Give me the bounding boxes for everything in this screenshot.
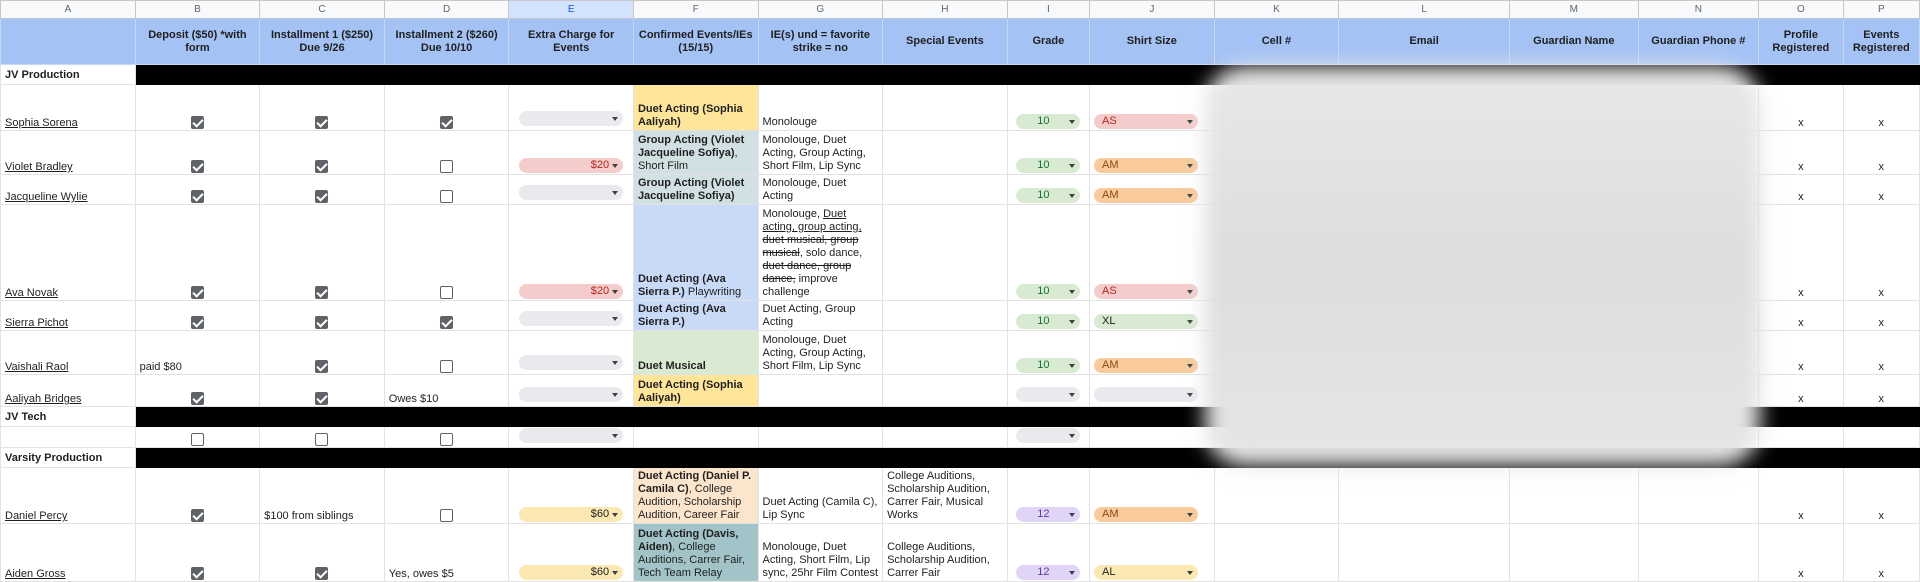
ies-text: improve challenge: [762, 273, 838, 298]
col-letter-b[interactable]: B: [135, 1, 260, 19]
guardian-phone-cell[interactable]: [1638, 468, 1759, 524]
inst1-cell[interactable]: [260, 205, 385, 301]
checkbox[interactable]: [315, 392, 328, 405]
inst1-cell[interactable]: [260, 85, 385, 131]
extra-cell[interactable]: [509, 468, 634, 524]
confirmed-events-cell[interactable]: [633, 375, 758, 407]
special-events-cell[interactable]: [883, 131, 1008, 175]
inst1-cell[interactable]: [260, 524, 385, 582]
header-extra-charge[interactable]: Extra Charge for Events: [509, 19, 634, 65]
extra-cell[interactable]: [509, 85, 634, 131]
extra-charge-dropdown[interactable]: [519, 428, 623, 443]
header-events-registered[interactable]: Events Registered: [1843, 19, 1919, 65]
extra-cell[interactable]: [509, 301, 634, 331]
grade-dropdown[interactable]: [1016, 387, 1080, 402]
profile-registered-cell[interactable]: x: [1759, 331, 1843, 375]
student-name[interactable]: Sierra Pichot: [1, 301, 136, 331]
student-name[interactable]: Daniel Percy: [1, 468, 136, 524]
confirmed-event-extra: , Short Film: [637, 147, 738, 172]
inst2-cell[interactable]: [384, 205, 509, 301]
column-header-row: [1, 1, 1920, 19]
header-name[interactable]: [1, 19, 136, 65]
inst1-cell[interactable]: [260, 131, 385, 175]
extra-cell[interactable]: [509, 375, 634, 407]
events-registered-cell[interactable]: x: [1843, 205, 1919, 301]
col-letter-e[interactable]: E: [509, 1, 634, 19]
checkbox[interactable]: [440, 160, 453, 173]
grade-cell[interactable]: [1007, 85, 1089, 131]
shirt-size-dropdown[interactable]: AS: [1094, 114, 1198, 129]
confirmed-event-main: Duet Acting (Ava Sierra P.): [637, 303, 726, 328]
checkbox[interactable]: [440, 116, 453, 129]
checkbox[interactable]: [191, 567, 204, 580]
events-registered-cell[interactable]: x: [1843, 468, 1919, 524]
shirt-size-dropdown[interactable]: AL: [1094, 565, 1198, 580]
ies-cell[interactable]: Monolouge: [758, 85, 883, 131]
header-grade[interactable]: Grade: [1007, 19, 1089, 65]
grade-cell[interactable]: [1007, 468, 1089, 524]
profile-registered-cell[interactable]: x: [1759, 85, 1843, 131]
student-name[interactable]: Vaishali Raol: [1, 331, 136, 375]
grade-cell[interactable]: [1007, 427, 1089, 448]
header-row: [1, 19, 1920, 65]
ies-cell[interactable]: Monolouge, Duet Acting: [758, 175, 883, 205]
col-letter-f[interactable]: F: [633, 1, 758, 19]
shirt-size-dropdown[interactable]: AM: [1094, 507, 1198, 522]
profile-registered-cell[interactable]: x: [1759, 205, 1843, 301]
extra-cell[interactable]: [509, 175, 634, 205]
shirt-cell[interactable]: [1090, 427, 1215, 448]
checkbox[interactable]: [315, 433, 328, 446]
shirt-size-dropdown[interactable]: XL: [1094, 314, 1198, 329]
extra-charge-dropdown[interactable]: [519, 355, 623, 370]
shirt-size-dropdown[interactable]: AM: [1094, 188, 1198, 203]
inst2-cell[interactable]: [384, 301, 509, 331]
ies-cell[interactable]: Monolouge, Duet Acting, Short Film, Lip sync, 25hr Film Contest: [758, 524, 883, 582]
inst2-note[interactable]: Owes $10: [384, 375, 509, 407]
checkbox[interactable]: [440, 360, 453, 373]
inst2-note[interactable]: Yes, owes $5: [384, 524, 509, 582]
header-confirmed-events[interactable]: Confirmed Events/IEs (15/15): [633, 19, 758, 65]
confirmed-event-main: Group Acting (Violet Jacqueline Sofiya): [637, 134, 745, 159]
shirt-size-cell[interactable]: [1090, 375, 1215, 407]
student-name[interactable]: Jacqueline Wylie: [1, 175, 136, 205]
ies-cell[interactable]: [758, 427, 883, 448]
col-letter-j[interactable]: J: [1090, 1, 1215, 19]
shirt-size-cell[interactable]: [1090, 175, 1215, 205]
cell-phone-cell[interactable]: [1214, 524, 1339, 582]
checkbox[interactable]: [315, 316, 328, 329]
confirmed-events-cell[interactable]: [633, 205, 758, 301]
ies-cell[interactable]: Monolouge, Duet Acting, Group Acting, Short Film, Lip Sync: [758, 331, 883, 375]
grade-cell[interactable]: [1007, 301, 1089, 331]
checkbox[interactable]: [191, 392, 204, 405]
shirt-size-dropdown[interactable]: [1094, 387, 1198, 402]
header-installment-1[interactable]: Installment 1 ($250) Due 9/26: [260, 19, 385, 65]
events-registered-cell[interactable]: x: [1843, 131, 1919, 175]
deposit-cell[interactable]: [135, 375, 260, 407]
student-name[interactable]: Ava Novak: [1, 205, 136, 301]
checkbox[interactable]: [315, 160, 328, 173]
special-events-cell[interactable]: [883, 331, 1008, 375]
confirmed-event-extra: , College Audition, Scholarship Audition, Career Fair: [637, 483, 742, 521]
events-cell[interactable]: [1843, 427, 1919, 448]
confirmed-event-main: Duet Acting (Sophia Aaliyah): [637, 379, 743, 404]
deposit-note[interactable]: paid $80: [135, 331, 260, 375]
header-ies[interactable]: IE(s) und = favorite strike = no: [758, 19, 883, 65]
inst2-cell[interactable]: [384, 131, 509, 175]
events-registered-cell[interactable]: x: [1843, 331, 1919, 375]
cell-phone-cell[interactable]: [1214, 468, 1339, 524]
events-registered-cell[interactable]: x: [1843, 175, 1919, 205]
special-events-cell[interactable]: College Auditions, Scholarship Audition, Carrer Fair: [883, 524, 1008, 582]
email-cell[interactable]: [1339, 524, 1510, 582]
checkbox[interactable]: [315, 116, 328, 129]
header-email[interactable]: Email: [1339, 19, 1510, 65]
checkbox[interactable]: [191, 116, 204, 129]
student-name[interactable]: Violet Bradley: [1, 131, 136, 175]
checkbox[interactable]: [315, 286, 328, 299]
grade-cell[interactable]: [1007, 524, 1089, 582]
table-row: [1, 468, 1920, 524]
deposit-cell[interactable]: [135, 175, 260, 205]
confirmed-event-main: Group Acting (Violet Jacqueline Sofiya): [637, 177, 745, 202]
checkbox[interactable]: [191, 160, 204, 173]
extra-charge-dropdown[interactable]: $60: [519, 565, 623, 580]
section-label-jv-tech[interactable]: JV Tech: [1, 407, 136, 427]
inst1-cell[interactable]: [260, 301, 385, 331]
grade-dropdown[interactable]: 10: [1016, 188, 1080, 203]
shirt-size-cell[interactable]: [1090, 468, 1215, 524]
inst1-cell[interactable]: [260, 427, 385, 448]
ies-cell[interactable]: Duet Acting, Group Acting: [758, 301, 883, 331]
inst1-cell[interactable]: [260, 175, 385, 205]
special-events-cell[interactable]: [883, 301, 1008, 331]
header-guardian-phone[interactable]: Guardian Phone #: [1638, 19, 1759, 65]
events-registered-cell[interactable]: x: [1843, 85, 1919, 131]
events-registered-cell[interactable]: x: [1843, 375, 1919, 407]
inst1-note[interactable]: $100 from siblings: [260, 468, 385, 524]
checkbox[interactable]: [191, 509, 204, 522]
redacted-blur-area: [1205, 66, 1760, 466]
extra-cell[interactable]: [509, 205, 634, 301]
profile-registered-cell[interactable]: x: [1759, 375, 1843, 407]
section-label-varsity-production[interactable]: Varsity Production: [1, 448, 136, 468]
extra-charge-dropdown[interactable]: [519, 387, 623, 402]
shirt-size-cell[interactable]: [1090, 331, 1215, 375]
extra-charge-dropdown[interactable]: [519, 185, 623, 200]
special-events-cell[interactable]: [883, 205, 1008, 301]
student-name[interactable]: Sophia Sorena: [1, 85, 136, 131]
checkbox[interactable]: [440, 190, 453, 203]
extra-charge-dropdown[interactable]: $20: [519, 284, 623, 299]
checkbox[interactable]: [315, 360, 328, 373]
grade-cell[interactable]: [1007, 375, 1089, 407]
confirmed-events-cell[interactable]: [633, 301, 758, 331]
checkbox[interactable]: [191, 316, 204, 329]
special-events-cell[interactable]: [883, 375, 1008, 407]
checkbox[interactable]: [440, 286, 453, 299]
col-letter-k[interactable]: K: [1214, 1, 1339, 19]
shirt-size-cell[interactable]: [1090, 301, 1215, 331]
grade-cell[interactable]: [1007, 131, 1089, 175]
grade-cell[interactable]: [1007, 331, 1089, 375]
deposit-cell[interactable]: [135, 131, 260, 175]
deposit-cell[interactable]: [135, 524, 260, 582]
grade-dropdown[interactable]: 10: [1016, 158, 1080, 173]
name-cell[interactable]: [1, 427, 136, 448]
special-cell[interactable]: [883, 427, 1008, 448]
guardian-phone-cell[interactable]: [1638, 524, 1759, 582]
ies-cell[interactable]: [758, 205, 883, 301]
student-name[interactable]: Aaliyah Bridges: [1, 375, 136, 407]
header-shirt-size[interactable]: Shirt Size: [1090, 19, 1215, 65]
varsity-production-rows: [1, 468, 1920, 582]
confirmed-event-main: Duet Acting (Daniel P. Camila C): [637, 470, 752, 495]
inst1-cell[interactable]: [260, 331, 385, 375]
shirt-size-cell[interactable]: [1090, 131, 1215, 175]
extra-cell[interactable]: [509, 131, 634, 175]
special-events-cell[interactable]: College Auditions, Scholarship Audition, Carrer Fair, Musical Works: [883, 468, 1008, 524]
extra-cell[interactable]: [509, 524, 634, 582]
ies-struck: duet dance, group dance,: [762, 260, 852, 285]
header-cell[interactable]: Cell #: [1214, 19, 1339, 65]
extra-charge-dropdown[interactable]: $60: [519, 507, 623, 522]
col-letter-n[interactable]: N: [1638, 1, 1759, 19]
confirmed-event-main: Duet Musical: [637, 360, 706, 372]
inst2-cell[interactable]: [384, 468, 509, 524]
deposit-cell[interactable]: [135, 205, 260, 301]
profile-registered-cell[interactable]: x: [1759, 468, 1843, 524]
header-installment-2[interactable]: Installment 2 ($260) Due 10/10: [384, 19, 509, 65]
confirmed-event-extra: , College Auditions, Carrer Fair, Tech Team Relay: [637, 541, 745, 579]
inst2-cell[interactable]: [384, 331, 509, 375]
events-registered-cell[interactable]: x: [1843, 301, 1919, 331]
grade-dropdown[interactable]: 10: [1016, 358, 1080, 373]
profile-cell[interactable]: [1759, 427, 1843, 448]
header-deposit[interactable]: Deposit ($50) *with form: [135, 19, 260, 65]
ies-struck: duet musical, group musical: [762, 234, 859, 259]
extra-cell[interactable]: [509, 331, 634, 375]
extra-cell[interactable]: [509, 427, 634, 448]
table-row: [1, 524, 1920, 582]
confirmed-events-cell[interactable]: [633, 131, 758, 175]
grade-dropdown[interactable]: 12: [1016, 507, 1080, 522]
guardian-name-cell[interactable]: [1510, 468, 1639, 524]
ies-text: Monolouge,: [762, 208, 824, 220]
profile-registered-cell[interactable]: x: [1759, 524, 1843, 582]
col-letter-d[interactable]: D: [384, 1, 509, 19]
profile-registered-cell[interactable]: x: [1759, 301, 1843, 331]
confirmed-events-cell[interactable]: [633, 524, 758, 582]
checkbox[interactable]: [191, 190, 204, 203]
shirt-size-cell[interactable]: [1090, 524, 1215, 582]
grade-dropdown[interactable]: 10: [1016, 284, 1080, 299]
ies-text: , solo dance,: [799, 247, 863, 259]
shirt-size-dropdown[interactable]: AM: [1094, 358, 1198, 373]
header-special-events[interactable]: Special Events: [883, 19, 1008, 65]
col-letter-h[interactable]: H: [883, 1, 1008, 19]
header-profile-registered[interactable]: Profile Registered: [1759, 19, 1843, 65]
shirt-size-dropdown[interactable]: AM: [1094, 158, 1198, 173]
checkbox[interactable]: [315, 190, 328, 203]
inst2-cell[interactable]: [384, 85, 509, 131]
col-letter-p[interactable]: P: [1843, 1, 1919, 19]
ies-cell[interactable]: [758, 375, 883, 407]
checkbox[interactable]: [315, 567, 328, 580]
checkbox[interactable]: [440, 316, 453, 329]
col-letter-i[interactable]: I: [1007, 1, 1089, 19]
grade-dropdown[interactable]: 12: [1016, 565, 1080, 580]
confirmed-events-cell[interactable]: [633, 175, 758, 205]
events-registered-cell[interactable]: x: [1843, 524, 1919, 582]
confirmed-events-cell[interactable]: [633, 468, 758, 524]
email-cell[interactable]: [1339, 468, 1510, 524]
shirt-size-dropdown[interactable]: AS: [1094, 284, 1198, 299]
profile-registered-cell[interactable]: x: [1759, 175, 1843, 205]
deposit-cell[interactable]: [135, 85, 260, 131]
ies-favorite: Duet acting, group acting,: [762, 208, 862, 233]
section-label-jv-production[interactable]: JV Production: [1, 65, 136, 85]
header-guardian-name[interactable]: Guardian Name: [1510, 19, 1639, 65]
grade-cell[interactable]: [1007, 175, 1089, 205]
confirmed-events-cell[interactable]: [633, 331, 758, 375]
checkbox[interactable]: [440, 433, 453, 446]
ies-cell[interactable]: Duet Acting (Camila C), Lip Sync: [758, 468, 883, 524]
col-letter-m[interactable]: M: [1510, 1, 1639, 19]
shirt-size-cell[interactable]: [1090, 205, 1215, 301]
shirt-size-cell[interactable]: [1090, 85, 1215, 131]
confirmed-event-main: Duet Acting (Ava Sierra P.): [637, 273, 726, 298]
extra-charge-dropdown[interactable]: $20: [519, 158, 623, 173]
grade-dropdown[interactable]: [1016, 428, 1080, 443]
confirmed-cell[interactable]: [633, 427, 758, 448]
guardian-name-cell[interactable]: [1510, 524, 1639, 582]
checkbox[interactable]: [191, 286, 204, 299]
inst2-cell[interactable]: [384, 427, 509, 448]
col-letter-l[interactable]: L: [1339, 1, 1510, 19]
extra-charge-dropdown[interactable]: [519, 311, 623, 326]
deposit-cell[interactable]: [135, 301, 260, 331]
extra-charge-dropdown[interactable]: [519, 111, 623, 126]
deposit-cell[interactable]: [135, 468, 260, 524]
deposit-cell[interactable]: [135, 427, 260, 448]
profile-registered-cell[interactable]: x: [1759, 131, 1843, 175]
inst1-cell[interactable]: [260, 375, 385, 407]
checkbox[interactable]: [191, 433, 204, 446]
col-letter-a[interactable]: A: [1, 1, 136, 19]
confirmed-events-cell[interactable]: [633, 85, 758, 131]
col-letter-c[interactable]: C: [260, 1, 385, 19]
checkbox[interactable]: [440, 509, 453, 522]
confirmed-event-extra: Playwriting: [684, 286, 742, 298]
grade-dropdown[interactable]: 10: [1016, 314, 1080, 329]
student-name[interactable]: Aiden Gross: [1, 524, 136, 582]
ies-cell[interactable]: Monolouge, Duet Acting, Group Acting, Short Film, Lip Sync: [758, 131, 883, 175]
special-events-cell[interactable]: [883, 85, 1008, 131]
col-letter-g[interactable]: G: [758, 1, 883, 19]
grade-cell[interactable]: [1007, 205, 1089, 301]
inst2-cell[interactable]: [384, 175, 509, 205]
grade-dropdown[interactable]: 10: [1016, 114, 1080, 129]
special-events-cell[interactable]: [883, 175, 1008, 205]
confirmed-event-main: Duet Acting (Davis, Aiden): [637, 528, 739, 553]
col-letter-o[interactable]: O: [1759, 1, 1843, 19]
confirmed-event-main: Duet Acting (Sophia Aaliyah): [637, 103, 743, 128]
